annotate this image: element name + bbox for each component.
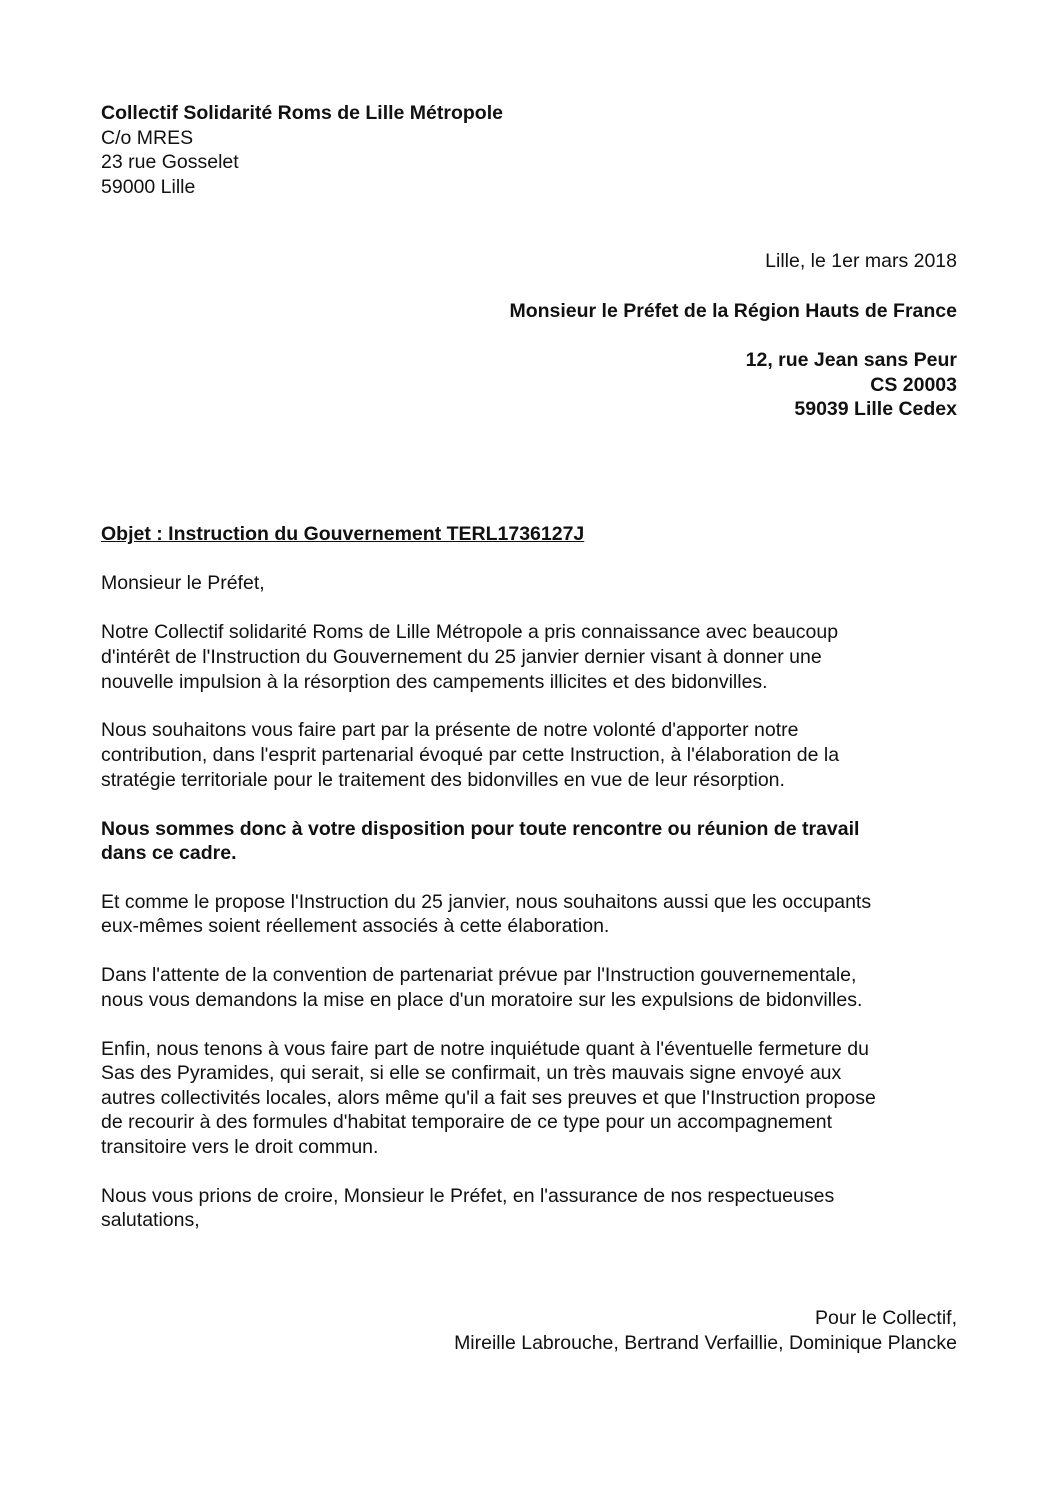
letter-salutation: Monsieur le Préfet, [101,572,265,594]
paragraph-7-line-1: Nous vous prions de croire, Monsieur le Préfet, en l'assurance de nos respectueuses [101,1185,835,1207]
paragraph-5-line-1: Dans l'attente de la convention de partenariat prévue par l'Instruction gouvernementale, [101,964,857,986]
paragraph-2-line-3: stratégie territoriale pour le traitement des bidonvilles en vue de leur résorption. [101,769,785,791]
paragraph-3-line-2: dans ce cadre. [101,842,237,864]
paragraph-1-line-2: d'intérêt de l'Instruction du Gouvernement du 25 janvier dernier visant à donner une [101,646,822,668]
paragraph-2-line-2: contribution, dans l'esprit partenarial évoqué par cette Instruction, à l'élaboration de la [101,744,840,766]
letter-subject: Objet : Instruction du Gouvernement TERL1736127J [101,523,585,545]
paragraph-3-line-1: Nous sommes donc à votre disposition pour toute rencontre ou réunion de travail [101,818,860,840]
sender-name: Collectif Solidarité Roms de Lille Métropole [101,102,503,124]
signature-names: Mireille Labrouche, Bertrand Verfaillie, Dominique Plancke [454,1332,957,1354]
sender-care-of: C/o MRES [101,127,194,149]
paragraph-2-line-1: Nous souhaitons vous faire part par la présente de notre volonté d'apporter notre [101,719,799,741]
signature-line-1: Pour le Collectif, [815,1307,957,1329]
paragraph-4-line-1: Et comme le propose l'Instruction du 25 janvier, nous souhaitons aussi que les occupants [101,891,872,913]
paragraph-6-line-3: autres collectivités locales, alors même qu'il a fait ses preuves et que l'Instruction propose [101,1087,876,1109]
recipient-cs: CS 20003 [870,374,957,396]
paragraph-6-line-4: de recourir à des formules d'habitat temporaire de ce type pour un accompagnement [101,1111,833,1133]
sender-street: 23 rue Gosselet [101,151,239,173]
paragraph-7-line-2: salutations, [101,1209,200,1231]
paragraph-6-line-2: Sas des Pyramides, qui serait, si elle se confirmait, un très mauvais signe envoyé aux [101,1062,842,1084]
paragraph-6-line-1: Enfin, nous tenons à vous faire part de notre inquiétude quant à l'éventuelle fermeture du [101,1038,869,1060]
sender-city: 59000 Lille [101,176,196,198]
paragraph-1-line-1: Notre Collectif solidarité Roms de Lille Métropole a pris connaissance avec beaucoup [101,621,839,643]
recipient-title: Monsieur le Préfet de la Région Hauts de France [509,300,957,322]
paragraph-5-line-2: nous vous demandons la mise en place d'un moratoire sur les expulsions de bidonvilles. [101,989,863,1011]
paragraph-1-line-3: nouvelle impulsion à la résorption des campements illicites et des bidonvilles. [101,671,768,693]
letter-date: Lille, le 1er mars 2018 [765,250,957,272]
paragraph-6-line-5: transitoire vers le droit commun. [101,1136,379,1158]
recipient-street: 12, rue Jean sans Peur [745,349,957,371]
paragraph-4-line-2: eux-mêmes soient réellement associés à cette élaboration. [101,915,610,937]
recipient-city: 59039 Lille Cedex [794,398,957,420]
